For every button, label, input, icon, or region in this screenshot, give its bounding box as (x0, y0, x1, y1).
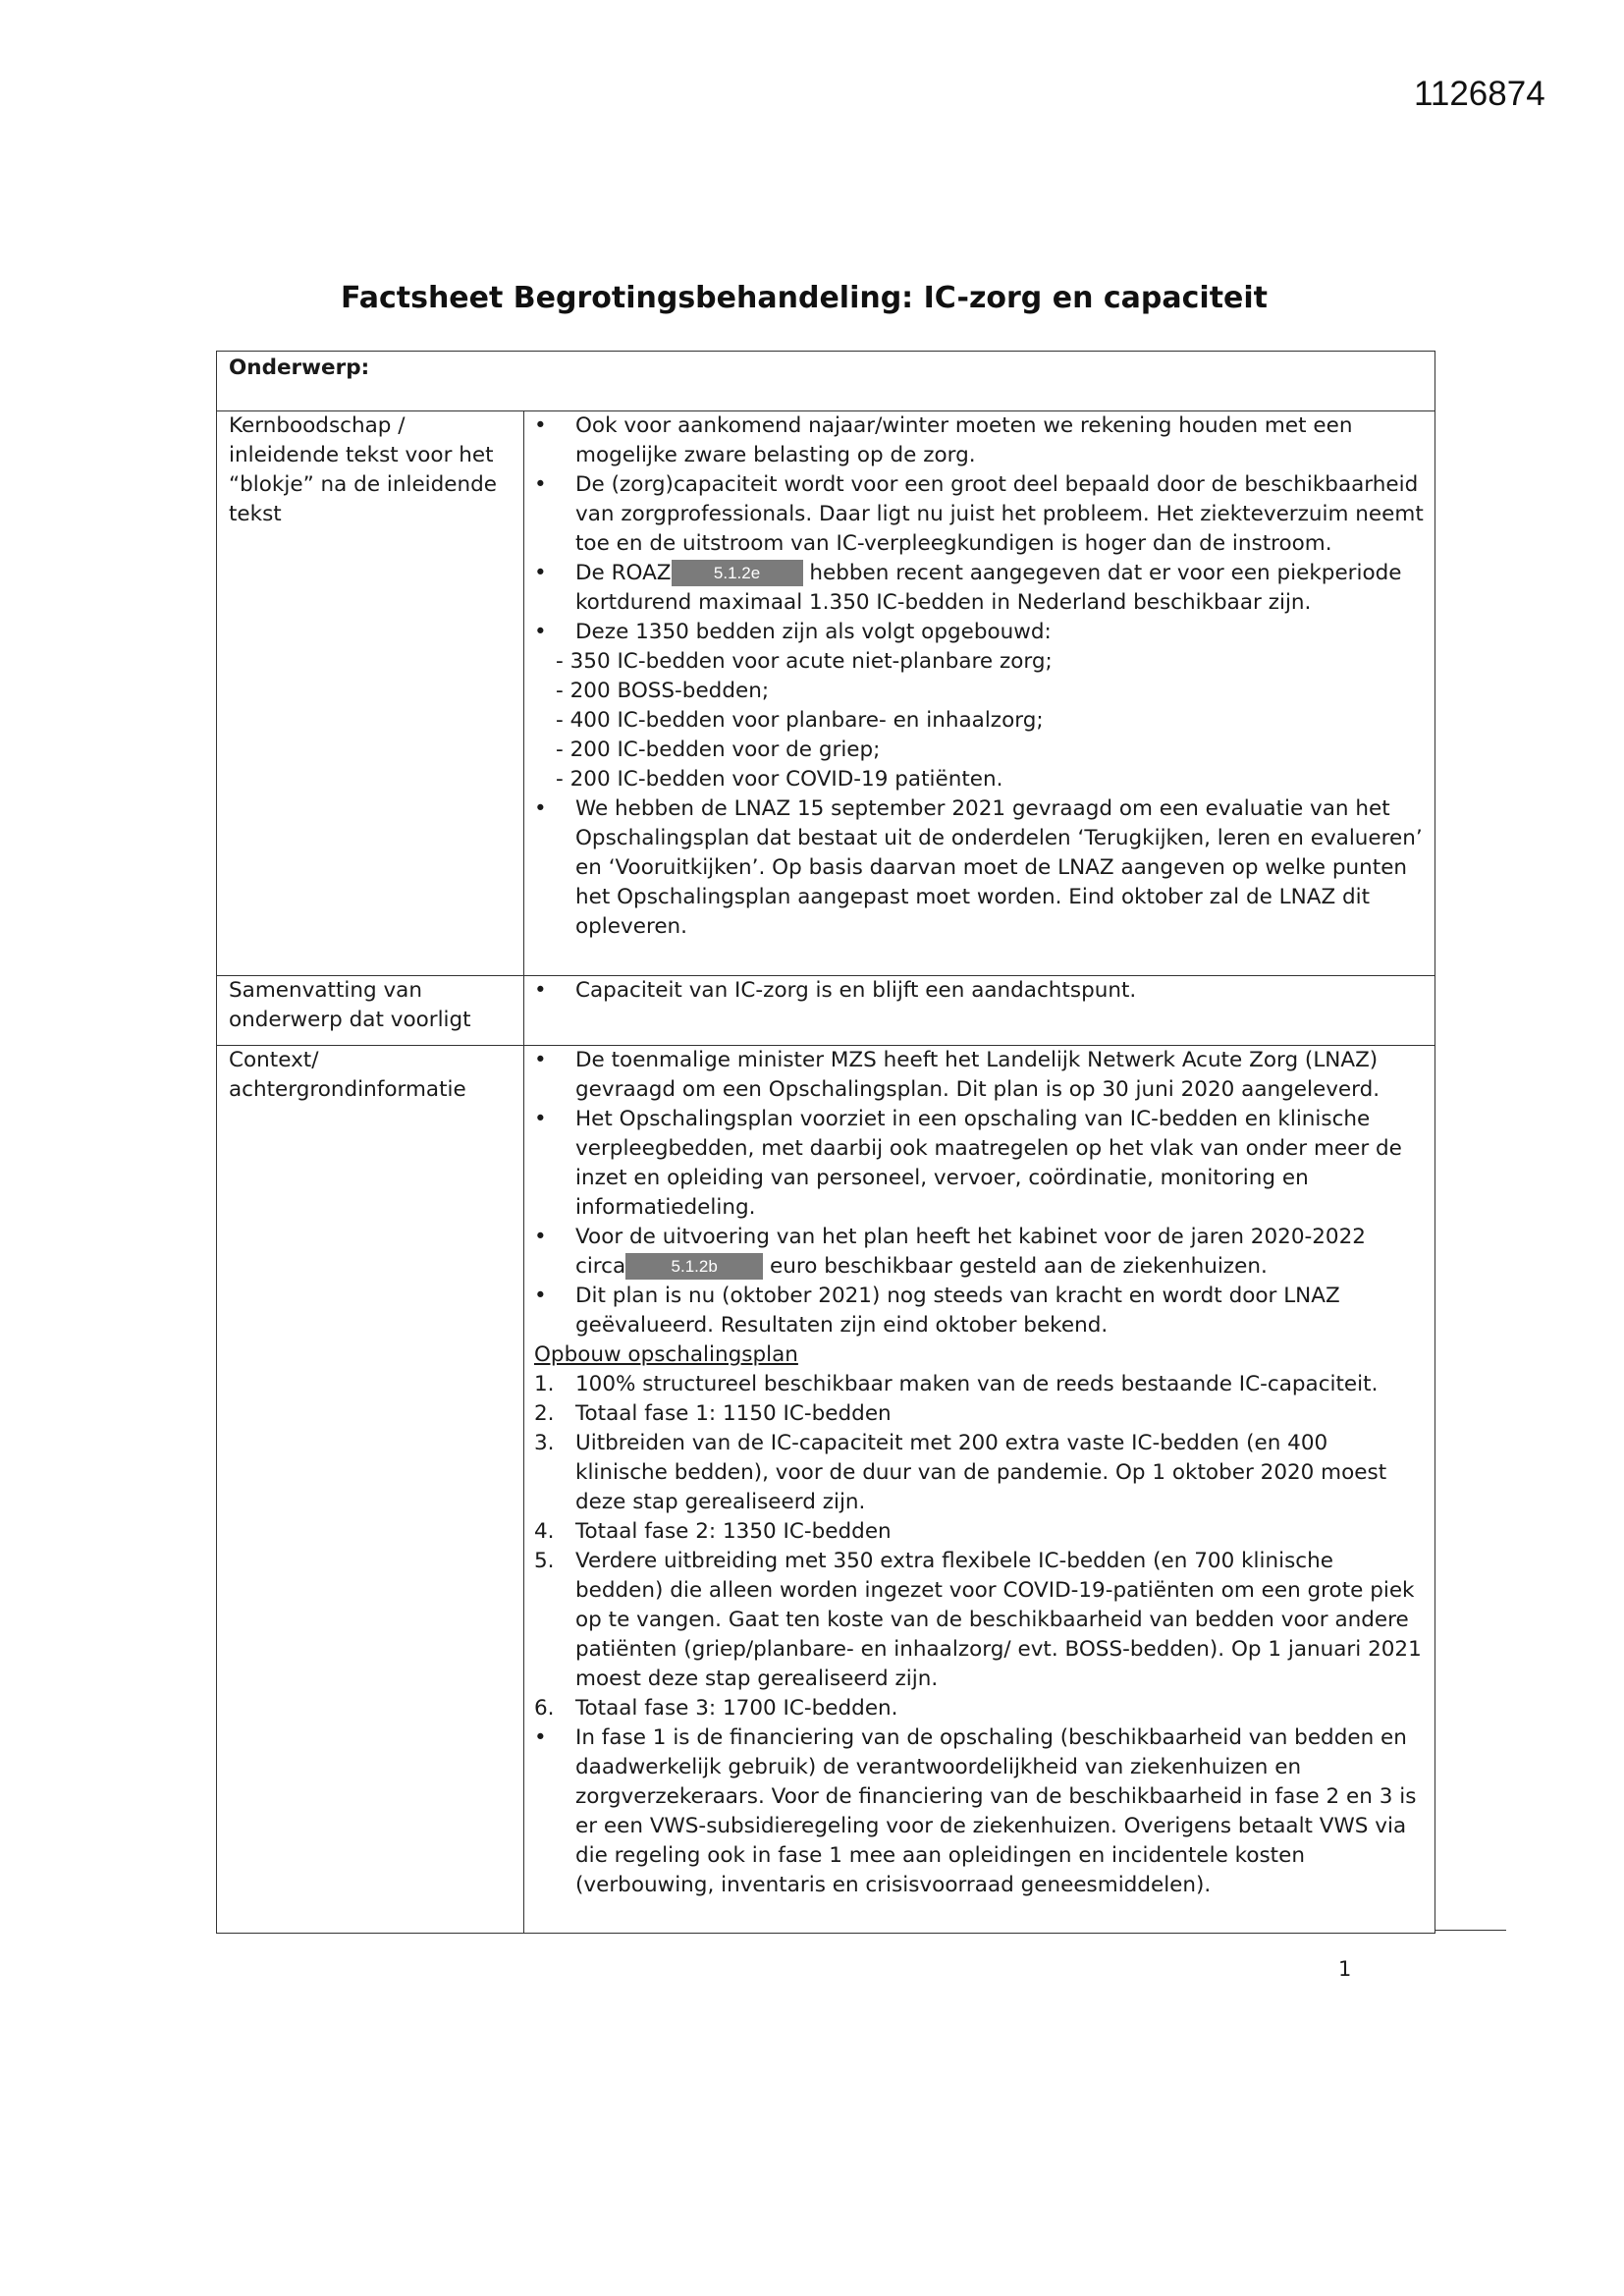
bullet-glyph: • (534, 796, 547, 821)
page-title: Factsheet Begrotingsbehandeling: IC-zorg en capaciteit (340, 281, 1269, 315)
bullet-glyph: • (534, 1048, 547, 1072)
bullet-glyph: • (534, 1107, 547, 1131)
row-content-samenvatting (524, 976, 1435, 1046)
numbered-item (534, 1547, 1425, 1694)
sub-list-item: - 200 IC-bedden voor COVID-19 patiënten. (556, 767, 1003, 792)
item-number: 4. (534, 1519, 555, 1544)
item-number: 6. (534, 1696, 555, 1721)
redaction-box: 5.1.2b (625, 1253, 763, 1280)
item-number: 5. (534, 1549, 555, 1573)
bullet-text: circa (575, 1254, 626, 1279)
numbered-item (534, 1517, 1425, 1547)
bullet-glyph: • (534, 561, 547, 585)
bullet-item (534, 618, 1425, 647)
header-label: Onderwerp: (217, 352, 1435, 411)
bullet-item (534, 1046, 1425, 1105)
numbered-item (534, 1694, 1425, 1723)
bullet-item (534, 1282, 1425, 1340)
item-number: 1. (534, 1372, 555, 1396)
row-label-context: Context/ achtergrondinformatie (217, 1046, 524, 1934)
bullet-glyph: • (534, 413, 547, 438)
sub-list-item: - 400 IC-bedden voor planbare- en inhaalzorg; (556, 708, 1044, 733)
bullet-text: hebben recent aangegeven dat er voor een piekperiode kortdurend maximaal 1.350 IC-bedden in Nederland beschikbaar zijn. (575, 561, 1402, 615)
sub-list-item: - 350 IC-bedden voor acute niet-planbare zorg; (556, 649, 1053, 674)
table-row-context (217, 1046, 1435, 1934)
bullet-item (534, 794, 1425, 942)
bullet-text: Dit plan is nu (oktober 2021) nog steeds van kracht en wordt door LNAZ geëvalueerd. Resultaten zijn eind oktober bekend. (575, 1284, 1340, 1338)
table-row-kernboodschap (217, 411, 1435, 976)
bullet-item (534, 1723, 1425, 1900)
bullet-text: Capaciteit van IC-zorg is en blijft een aandachtspunt. (575, 978, 1137, 1003)
bullet-glyph: • (534, 620, 547, 644)
bullet-item (534, 559, 1425, 618)
bullet-text: euro beschikbaar gesteld aan de ziekenhuizen. (770, 1254, 1268, 1279)
bullet-text: De ROAZ (575, 561, 672, 585)
item-text: Verdere uitbreiding met 350 extra flexibele IC-bedden (en 700 klinische bedden) die alleen worden ingezet voor COVID-19-patiënten om een grote piek op te vangen. Gaat ten koste van de beschikbaarheid van bedden voor andere patiënten (griep/planbare- en inhaalzorg/ evt. BOSS-bedden). Op 1 januari 2021 moest deze stap gerealiseerd zijn. (575, 1549, 1422, 1691)
numbered-item (534, 1370, 1425, 1399)
table-row-samenvatting (217, 976, 1435, 1046)
header-row (217, 352, 1435, 411)
bullet-glyph: • (534, 1725, 547, 1750)
factsheet-table (216, 351, 1435, 1934)
item-number: 3. (534, 1431, 555, 1455)
item-text: Totaal fase 3: 1700 IC-bedden. (575, 1696, 898, 1721)
bullet-text: Ook voor aankomend najaar/winter moeten we rekening houden met een mogelijke zware belasting op de zorg. (575, 413, 1353, 467)
bullet-text: De (zorg)capaciteit wordt voor een groot deel bepaald door de beschikbaarheid van zorgprofessionals. Daar ligt nu juist het probleem. Het ziekteverzuim neemt toe en de uitstroom van IC-verpleegkundigen is hoger dan de instroom. (575, 472, 1424, 556)
bullet-item (534, 1105, 1425, 1223)
page-number: 1 (1338, 1957, 1352, 1981)
bullet-text: Deze 1350 bedden zijn als volgt opgebouwd: (575, 620, 1052, 644)
bullet-glyph: • (534, 1284, 547, 1308)
row-label-samenvatting: Samenvatting van onderwerp dat voorligt (217, 976, 524, 1046)
bullet-text: In fase 1 is de financiering van de opschaling (beschikbaarheid van bedden en daadwerkelijk gebruik) de verantwoordelijkheid van ziekenhuizen en zorgverzekeraars. Voor de financiering van de beschikbaarheid in fase 2 en 3 is er een VWS-subsidieregeling voor de ziekenhuizen. Overigens betaalt VWS via die regeling ook in fase 1 mee aan opleidingen en incidentele kosten (verbouwing, inventaris en crisisvoorraad geneesmiddelen). (575, 1725, 1417, 1897)
row-content-kernboodschap (524, 411, 1435, 976)
table-border-extension (1435, 1930, 1506, 1931)
bullet-text: Het Opschalingsplan voorziet in een opschaling van IC-bedden en klinische verpleegbedden, met daarbij ook maatregelen op het vlak van onder meer de inzet en opleiding van personeel, vervoer, coördinatie, monitoring en informatiedeling. (575, 1107, 1402, 1220)
bullet-glyph: • (534, 1225, 547, 1249)
bullet-item (534, 976, 1425, 1006)
item-text: Totaal fase 2: 1350 IC-bedden (575, 1519, 892, 1544)
item-text: Totaal fase 1: 1150 IC-bedden (575, 1401, 892, 1426)
numbered-item (534, 1399, 1425, 1429)
item-text: Uitbreiden van de IC-capaciteit met 200 extra vaste IC-bedden (en 400 klinische bedden), voor de duur van de pandemie. Op 1 oktober 2020 moest deze stap gerealiseerd zijn. (575, 1431, 1387, 1514)
bullet-text: Voor de uitvoering van het plan heeft het kabinet voor de jaren 2020-2022 (575, 1225, 1366, 1249)
document-number: 1126874 (1414, 75, 1545, 113)
row-label-kernboodschap: Kernboodschap / inleidende tekst voor het “blokje” na de inleidende tekst (217, 411, 524, 976)
row-content-context (524, 1046, 1435, 1934)
numbered-item (534, 1429, 1425, 1517)
bullet-item (534, 1223, 1425, 1282)
redaction-box: 5.1.2e (672, 560, 803, 586)
item-text: 100% structureel beschikbaar maken van de reeds bestaande IC-capaciteit. (575, 1372, 1379, 1396)
bullet-glyph: • (534, 472, 547, 497)
sub-list-item: - 200 IC-bedden voor de griep; (556, 738, 881, 762)
item-number: 2. (534, 1401, 555, 1426)
sub-list-item: - 200 BOSS-bedden; (556, 679, 770, 703)
bullet-glyph: • (534, 978, 547, 1003)
bullet-text: De toenmalige minister MZS heeft het Landelijk Netwerk Acute Zorg (LNAZ) gevraagd om een Opschalingsplan. Dit plan is op 30 juni 2020 aangeleverd. (575, 1048, 1380, 1102)
bullet-text: We hebben de LNAZ 15 september 2021 gevraagd om een evaluatie van het Opschalingsplan dat bestaat uit de onderdelen ‘Terugkijken, leren en evalueren’ en ‘Vooruitkijken’. Op basis daarvan moet de LNAZ aangeven op welke punten het Opschalingsplan aangepast moet worden. Eind oktober zal de LNAZ dit opleveren. (575, 796, 1423, 939)
bullet-item (534, 411, 1425, 470)
bullet-item (534, 470, 1425, 559)
opbouw-heading: Opbouw opschalingsplan (534, 1342, 798, 1367)
